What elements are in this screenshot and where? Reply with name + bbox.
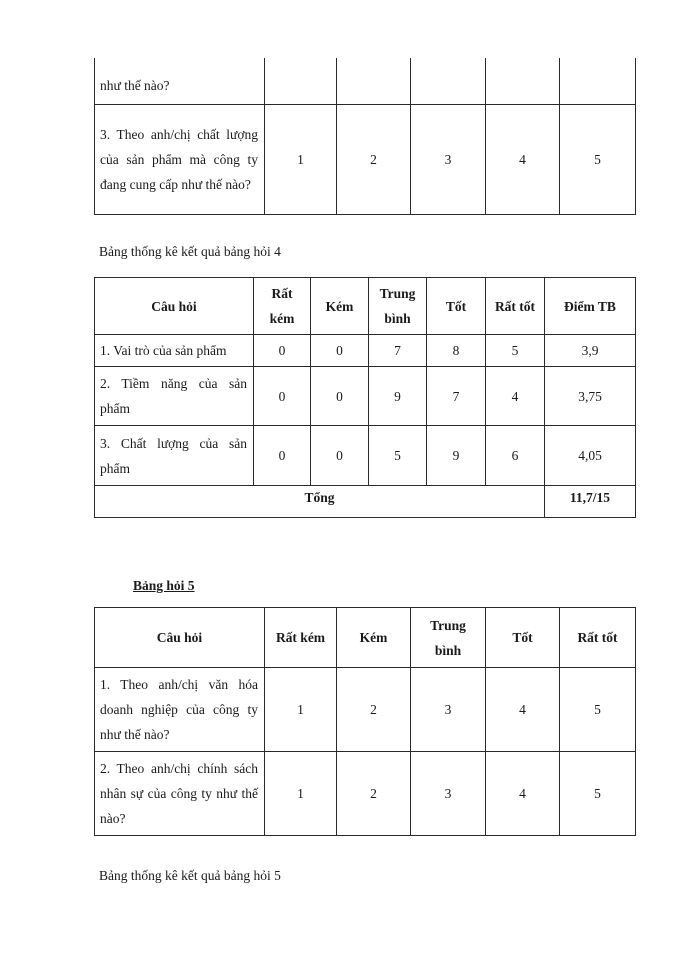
score-cell: 3,75 (545, 367, 636, 426)
value-cell: 0 (254, 367, 311, 426)
header-question: Câu hỏi (95, 608, 265, 668)
total-value: 11,7/15 (545, 486, 636, 518)
total-label: Tổng (95, 486, 545, 518)
value-cell (560, 58, 636, 104)
header-very-poor: Rất kém (265, 608, 337, 668)
table-5-caption: Bảng thống kê kết quả bảng hỏi 5 (99, 868, 281, 883)
survey-5-heading: Bảng hỏi 5 (133, 578, 195, 593)
question-cell: như thế nào? (95, 58, 265, 104)
value-cell: 0 (254, 335, 311, 367)
value-cell: 5 (560, 104, 636, 214)
table-row (95, 752, 636, 836)
survey-table-5 (94, 607, 636, 836)
header-question: Câu hỏi (95, 278, 254, 335)
value-cell: 5 (560, 752, 636, 836)
value-cell: 1 (265, 104, 337, 214)
header-poor: Kém (311, 278, 369, 335)
value-cell: 3 (411, 752, 486, 836)
header-very-poor: Rất kém (254, 278, 311, 335)
question-cell: 2. Theo anh/chị chính sách nhân sự của công ty như thế nào? (95, 752, 265, 836)
value-cell: 7 (369, 335, 427, 367)
value-cell (486, 58, 560, 104)
value-cell: 0 (311, 335, 369, 367)
question-cell: 3. Theo anh/chị chất lượng của sản phẩm mà công ty đang cung cấp như thế nào? (95, 104, 265, 214)
survey-table-3-continued (94, 58, 636, 215)
value-cell (337, 58, 411, 104)
header-poor: Kém (337, 608, 411, 668)
header-good: Tốt (427, 278, 486, 335)
value-cell: 0 (311, 426, 369, 486)
question-cell: 3. Chất lượng của sản phẩm (95, 426, 254, 486)
table-header-row (95, 608, 636, 668)
value-cell: 9 (427, 426, 486, 486)
value-cell: 3 (411, 668, 486, 752)
score-cell: 3,9 (545, 335, 636, 367)
value-cell: 2 (337, 104, 411, 214)
value-cell: 0 (311, 367, 369, 426)
table-row (95, 104, 636, 214)
value-cell: 4 (486, 752, 560, 836)
value-cell: 4 (486, 367, 545, 426)
value-cell: 7 (427, 367, 486, 426)
table-header-row (95, 278, 636, 335)
table-row (95, 335, 636, 367)
score-cell: 4,05 (545, 426, 636, 486)
header-very-good: Rất tốt (560, 608, 636, 668)
value-cell: 1 (265, 668, 337, 752)
value-cell: 4 (486, 104, 560, 214)
table-row (95, 58, 636, 104)
value-cell: 1 (265, 752, 337, 836)
question-cell: 1. Theo anh/chị văn hóa doanh nghiệp của công ty như thế nào? (95, 668, 265, 752)
value-cell: 8 (427, 335, 486, 367)
header-good: Tốt (486, 608, 560, 668)
value-cell: 3 (411, 104, 486, 214)
value-cell: 2 (337, 752, 411, 836)
value-cell (411, 58, 486, 104)
value-cell: 9 (369, 367, 427, 426)
value-cell: 2 (337, 668, 411, 752)
value-cell: 0 (254, 426, 311, 486)
value-cell: 5 (560, 668, 636, 752)
value-cell (265, 58, 337, 104)
header-average-score: Điểm TB (545, 278, 636, 335)
question-cell: 2. Tiềm năng của sản phẩm (95, 367, 254, 426)
table-row (95, 668, 636, 752)
table-4-caption: Bảng thống kê kết quả bảng hỏi 4 (99, 244, 281, 259)
value-cell: 5 (486, 335, 545, 367)
results-table-4 (94, 277, 636, 518)
header-average: Trung bình (411, 608, 486, 668)
value-cell: 6 (486, 426, 545, 486)
table-row (95, 367, 636, 426)
header-average: Trung bình (369, 278, 427, 335)
value-cell: 5 (369, 426, 427, 486)
header-very-good: Rất tốt (486, 278, 545, 335)
table-row (95, 426, 636, 486)
total-row (95, 486, 636, 518)
value-cell: 4 (486, 668, 560, 752)
question-cell: 1. Vai trò của sản phẩm (95, 335, 254, 367)
